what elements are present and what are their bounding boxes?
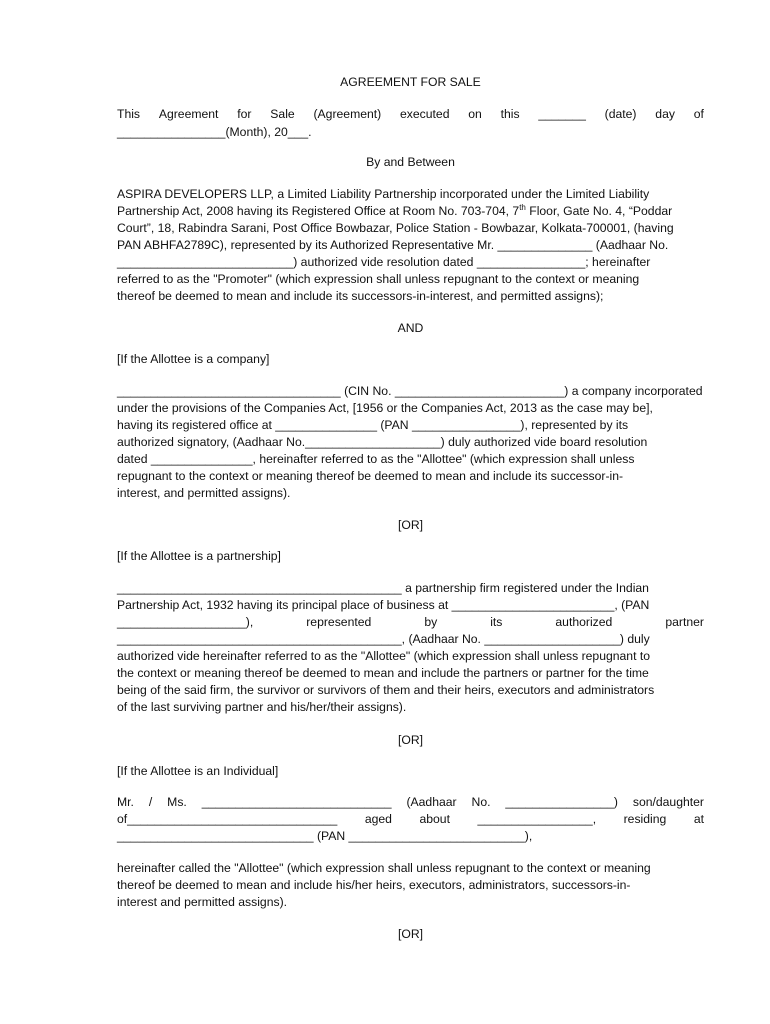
or-separator-3: [OR] [397,927,424,941]
partnership-line-8: of the last surviving partner and his/her/their assigns). [117,700,407,714]
or-separator-1: [OR] [397,518,424,532]
company-line-1: _________________________________ (CIN No. _________________________) a company incorporated [117,384,703,398]
individual-line-1: Mr. / Ms. ____________________________ (Aadhaar No. ________________) son/daughter [117,795,704,809]
intro-line-1: This Agreement for Sale (Agreement) executed on this _______ (date) day of [117,107,704,121]
partnership-line-4: __________________________________________, (Aadhaar No. ____________________) duly [117,632,650,646]
partnership-line-6: the context or meaning thereof be deemed to mean and include the partners or partner for the time [117,666,649,680]
by-and-between: By and Between [366,155,455,169]
individual-line-2: of_______________________________ aged about _________________, residing at [117,812,704,826]
partnership-line-3: ___________________), represented by its authorized partner [117,615,704,629]
company-line-6: repugnant to the context or meaning thereof be deemed to mean and include its successor-in- [117,469,624,483]
partnership-line-7: being of the said firm, the survivor or survivors of them and their heirs, executors and administrators [117,683,655,697]
individual-line-5: thereof be deemed to mean and include his/her heirs, executors, administrators, successors-in- [117,878,631,892]
company-heading: [If the Allottee is a company] [117,352,270,366]
promoter-line-4: PAN ABHFA2789C), represented by its Authorized Representative Mr. ______________ (Aadhaar No. [117,238,669,252]
company-line-2: under the provisions of the Companies Act, [1956 or the Companies Act, 2013 as the case may be], [117,401,653,415]
promoter-line-2: Partnership Act, 2008 having its Registered Office at Room No. 703-704, 7th Floor, Gate No. 4, “Poddar [117,202,673,218]
promoter-line-3: Court”, 18, Rabindra Sarani, Post Office Bowbazar, Police Station - Bowbazar, Kolkata-700001, (having [117,221,674,235]
partnership-line-2: Partnership Act, 1932 having its principal place of business at ________________________, (PAN [117,598,650,612]
and-separator: AND [397,321,424,335]
promoter-line-6: referred to as the "Promoter" (which expression shall unless repugnant to the context or meaning [117,272,640,286]
company-line-7: interest, and permitted assigns). [117,486,291,500]
document-title: AGREEMENT FOR SALE [340,75,481,89]
promoter-line-7: thereof be deemed to mean and include its successors-in-interest, and permitted assigns); [117,289,604,303]
or-separator-2: [OR] [397,733,424,747]
individual-line-3: _____________________________ (PAN __________________________), [117,829,533,843]
partnership-heading: [If the Allottee is a partnership] [117,549,281,563]
company-line-5: dated _______________, hereinafter referred to as the "Allottee" (which expression shall unless [117,452,635,466]
company-line-3: having its registered office at _______________ (PAN ________________), represented by its [117,418,629,432]
promoter-line-1: ASPIRA DEVELOPERS LLP, a Limited Liability Partnership incorporated under the Limited Liability [117,187,650,201]
company-line-4: authorized signatory, (Aadhaar No.____________________) duly authorized vide board resolution [117,435,648,449]
promoter-line-5: __________________________) authorized vide resolution dated ________________; hereinafter [117,255,651,269]
partnership-line-1: __________________________________________ a partnership firm registered under the Indian [117,581,649,595]
intro-line-2: ________________(Month), 20___. [117,125,312,139]
individual-heading: [If the Allottee is an Individual] [117,764,279,778]
individual-line-6: interest and permitted assigns). [117,895,288,909]
individual-line-4: hereinafter called the "Allottee" (which expression shall unless repugnant to the context or meaning [117,861,651,875]
partnership-line-5: authorized vide hereinafter referred to as the "Allottee" (which expression shall unless repugnant to [117,649,651,663]
